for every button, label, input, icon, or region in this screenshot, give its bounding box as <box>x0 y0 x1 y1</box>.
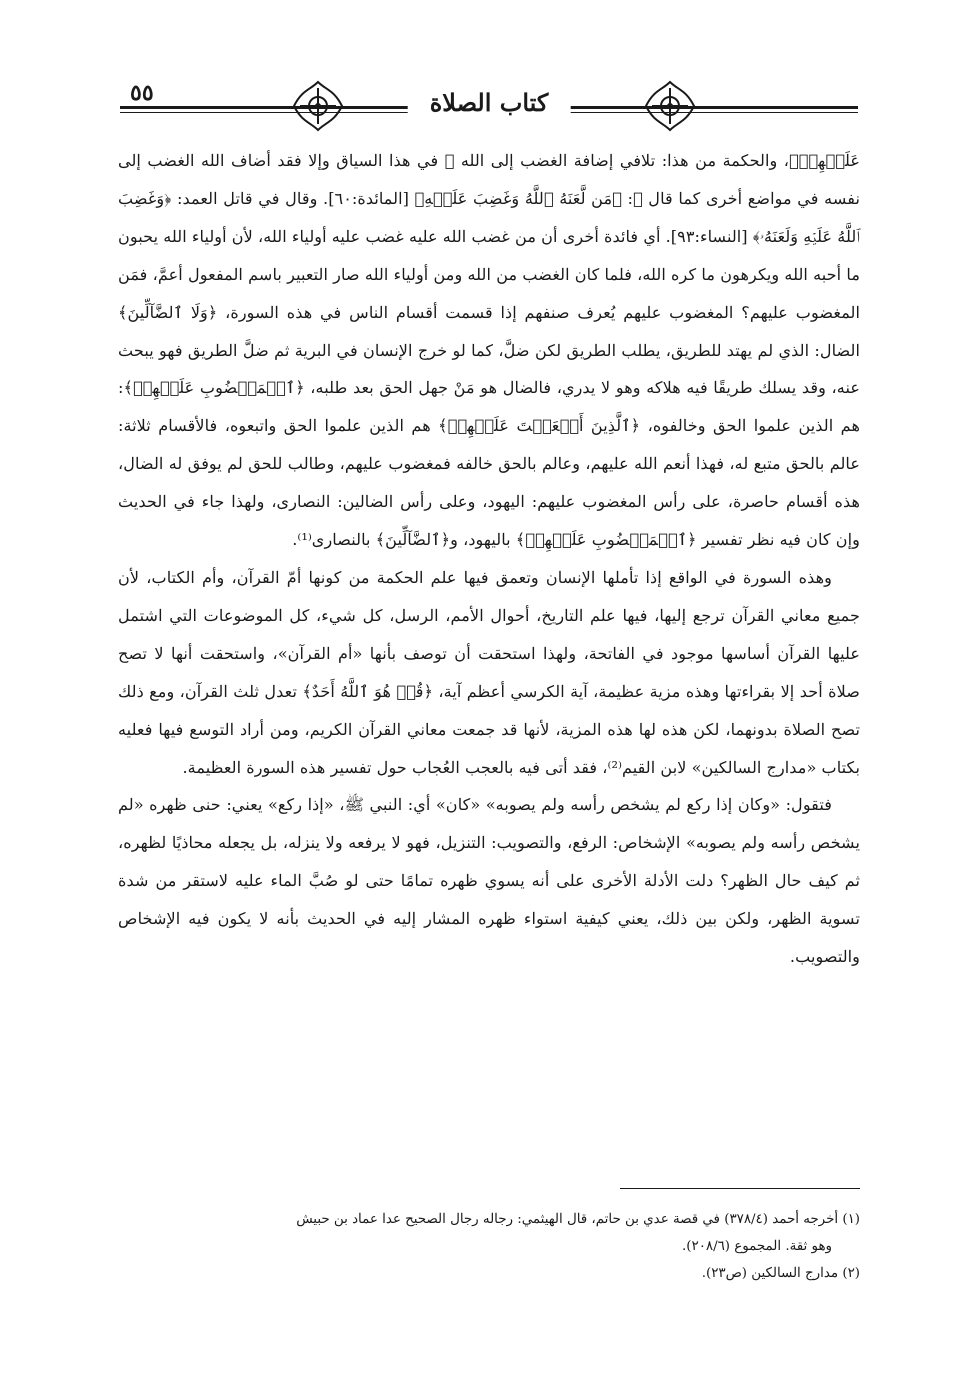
paragraph-3: فتقول: «وكان إذا ركع لم يشخص رأسه ولم يصوبه» «كان» أي: النبي ﷺ، «إذا ركع» يعني: حنى ظهره «لم يشخص رأسه ولم يصوبه» الإشخاص: الرفع، والتصويب: التنزيل، فهو لا يرفعه ولا ينزله، بل يجعله محاذيًا لظهره، ثم كيف حال الظهر؟ دلت الأدلة الأخرى على أنه يسوي ظهره تمامًا حتى لو صُبَّ الماء عليه لاستقر من شدة تسوية الظهر، ولكن بين ذلك، يعني كيفية استواء ظهره المشار إليه في الحديث بأنه لا يكون فيه الإشخاص والتصويب. <box>118 795 860 967</box>
ornament-left-icon <box>290 78 346 134</box>
footnotes <box>118 1206 860 1287</box>
paragraph-1: عَلَيۡهِمۡ﴾، والحكمة من هذا: تلافي إضافة الغضب إلى الله ﷻ في هذا السياق وإلا فقد أضاف الله الغضب إلى نفسه في مواضع أخرى كما قال ﷻ: ﴿مَن لَّعَنَهُ ٱللَّهُ وَغَضِبَ عَلَيۡهِ﴾ [المائدة:٦٠]. وقال في قاتل العمد: ﴿وَغَضِبَ ٱللَّهُ عَلَيۡهِ وَلَعَنَهُۥ﴾ [النساء:٩٣]. أي فائدة أخرى أن من غضب الله عليه غضب عليه أولياء الله، لأن أولياء الله يحبون ما أحبه الله ويكرهون ما كره الله، فلما كان الغضب من الله ومن أولياء الله صار التعبير باسم المفعول أعمَّ، فمَن المغضوب عليهم؟ المغضوب عليهم يُعرف صنفهم إذا قسمت أقسام الناس في هذه السورة، ﴿وَلَا ٱلضَّآلِّينَ﴾ الضال: الذي لم يهتد للطريق، يطلب الطريق لكن ضلَّ، كما لو خرج الإنسان في البرية ثم ضلَّ الطريق فهو يبحث عنه، وقد يسلك طريقًا فيه هلاكه وهو لا يدري، فالضال هو مَنْ جهل الحق بعد طلبه، ﴿ٱلۡمَغۡضُوبِ عَلَيۡهِمۡ﴾: هم الذين علموا الحق وخالفوه، ﴿ٱلَّذِينَ أَنۡعَمۡتَ عَلَيۡهِمۡ﴾ هم الذين علموا الحق واتبعوه، فالأقسام ثلاثة: عالم بالحق متبع له، فهذا أنعم الله عليهم، وعالم بالحق خالفه فمغضوب عليهم، وطالب للحق لم يوفق له الضال، هذه أقسام حاصرة، على رأس المغضوب عليهم: اليهود، وعلى رأس الضالين: النصارى، ولهذا جاء في الحديث وإن كان فيه نظر تفسير ﴿ٱلۡمَغۡضُوبِ عَلَيۡهِمۡ﴾ باليهود، و﴿ٱلضَّآلِّينَ﴾ بالنصارى⁽¹⁾. <box>118 151 860 550</box>
running-header <box>120 78 858 134</box>
book-title: كتاب الصلاة <box>408 88 571 117</box>
footnote-1-continued: وهو ثقة. المجموع (٢٠٨/٦). <box>682 1239 832 1254</box>
main-text <box>118 142 860 976</box>
page-number: ٥٥ <box>130 80 154 106</box>
footnote-2: (٢) مدارج السالكين (ص٢٣). <box>701 1266 860 1281</box>
paragraph-2: وهذه السورة في الواقع إذا تأملها الإنسان وتعمق فيها علم الحكمة من كونها أمّ القرآن، وأم الكتاب، لأن جميع معاني القرآن ترجع إليها، فيها علم التاريخ، أحوال الأمم، الرسل، كل شيء، كل الموضوعات التي اشتمل عليها القرآن أساسها موجود في الفاتحة، ولهذا استحقت أن توصف بأنها «أم القرآن»، واستحقت أنها لا تصح صلاة أحد إلا بقراءتها وهذه مزية عظيمة، آية الكرسي أعظم آية، ﴿قُلۡ هُوَ ٱللَّهُ أَحَدٌ﴾ تعدل ثلث القرآن، ومع ذلك تصح الصلاة بدونهما، لكن هذه لها هذه المزية، لأنها قد جمعت معاني القرآن الكريم، ومن أراد التوسع فيها فعليه بكتاب «مدارج السالكين» لابن القيم⁽²⁾، فقد أتى فيه بالعجب العُجاب حول تفسير هذه السورة العظيمة. <box>118 567 860 777</box>
footnote-separator <box>620 1188 860 1189</box>
footnote-1: (١) أخرجه أحمد (٣٧٨/٤) في قصة عدي بن حاتم، قال الهيثمي: رجاله رجال الصحيح عدا عماد بن حبيش <box>296 1212 860 1227</box>
ornament-right-icon <box>642 78 698 134</box>
